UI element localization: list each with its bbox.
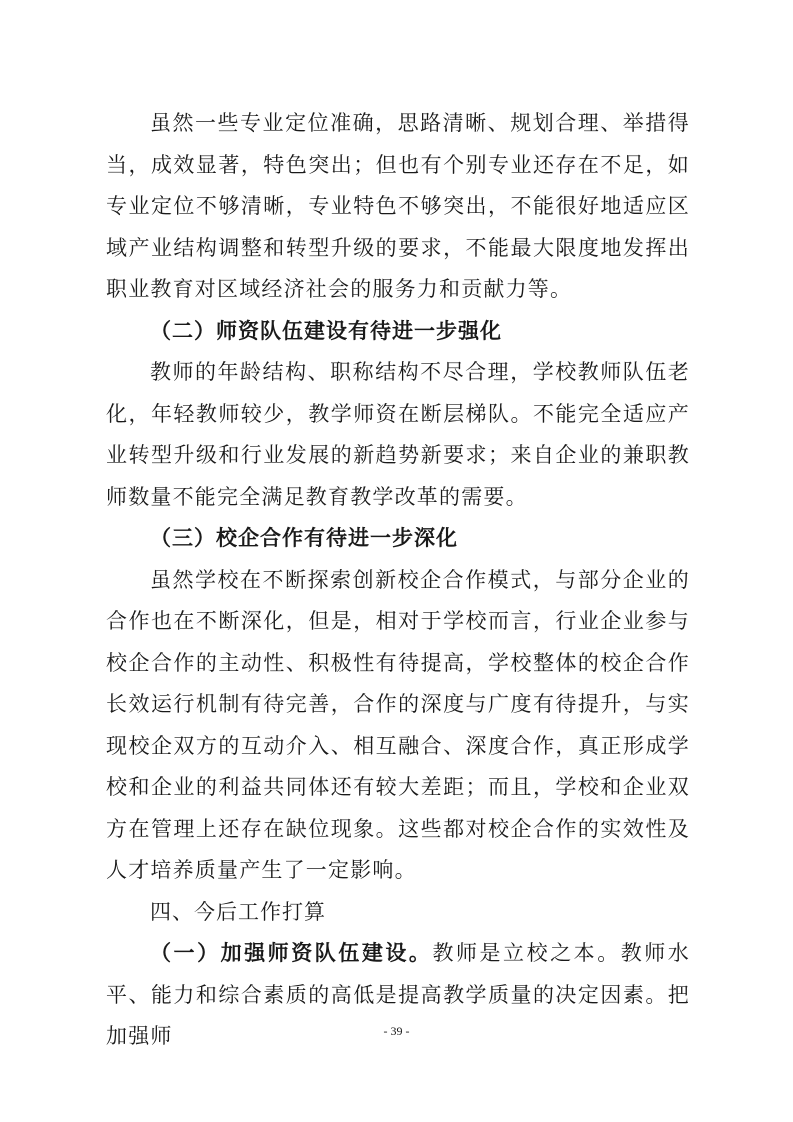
paragraph-major-positioning: 虽然一些专业定位准确，思路清晰、规划合理、举措得当，成效显著，特色突出；但也有个别专业还存在不足，如专业定位不够清晰，专业特色不够突出，不能很好地适应区域产业结构调整和转型升级的要求，不能最大限度地发挥出职业教育对区域经济社会的服务力和贡献力等。 — [106, 111, 690, 301]
section-heading-future-plans: 四、今后工作打算 — [150, 899, 326, 924]
section-heading-teaching-staff: （二）师资队伍建设有待进一步强化 — [150, 318, 502, 343]
paragraph-lead-bold: （一）加强师资队伍建设。 — [150, 941, 433, 965]
document-body — [106, 103, 690, 1058]
page-number: - 39 - — [383, 1024, 410, 1038]
paragraph-lead-rest: 教师是立校之本。教师水平、能力和综合素质的高低是提高教学质量的决定因素。把加强师 — [106, 941, 690, 1048]
paragraph-school-enterprise: 虽然学校在不断探索创新校企合作模式，与部分企业的合作也在不断深化，但是，相对于学校而言，行业企业参与校企合作的主动性、积极性有待提高，学校整体的校企合作长效运行机制有待完善，合作的深度与广度有待提升，与实现校企双方的互动介入、相互融合、深度合作，真正形成学校和企业的利益共同体还有较大差距；而且，学校和企业双方在管理上还存在缺位现象。这些都对校企合作的实效性及人才培养质量产生了一定影响。 — [106, 567, 690, 882]
paragraph-teaching-staff: 教师的年龄结构、职称结构不尽合理，学校教师队伍老化，年轻教师较少，教学师资在断层梯队。不能完全适应产业转型升级和行业发展的新趋势新要求；来自企业的兼职教师数量不能完全满足教育教学改革的需要。 — [106, 360, 690, 509]
section-heading-school-enterprise: （三）校企合作有待进一步深化 — [150, 526, 458, 550]
